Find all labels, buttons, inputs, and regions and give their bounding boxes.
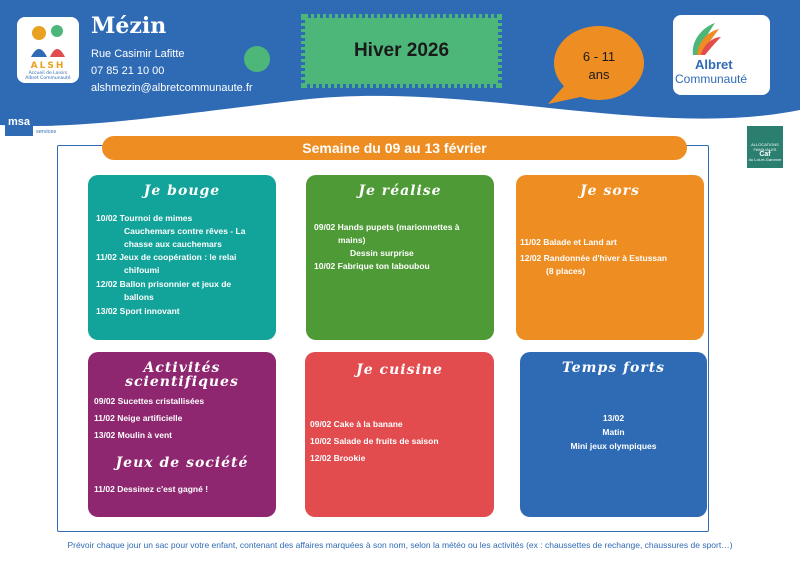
card-title-line2: scientifiques bbox=[125, 374, 239, 390]
msa-line: famille bbox=[36, 115, 52, 121]
card-title bbox=[88, 361, 276, 389]
footer-note: Prévoir chaque jour un sac pour votre enfant, contenant des affaires marquées à son nom, selon la météo ou les activités (ex : chaussettes de rechange, chaussures de sport…) bbox=[67, 540, 733, 550]
item-text: Cake à la banane bbox=[333, 419, 403, 429]
item-text: Ballon prisonnier et jeux de bbox=[119, 279, 232, 289]
list-item bbox=[96, 305, 180, 317]
card-title: Je cuisine bbox=[356, 362, 443, 378]
children-illustration-icon bbox=[17, 17, 79, 61]
item-text: Jeux de coopération : le relai bbox=[119, 252, 237, 262]
item-date: 12/02 bbox=[520, 253, 542, 263]
age-range-unit: ans bbox=[588, 67, 610, 82]
card-title: Je réalise bbox=[358, 183, 442, 199]
phone: 07 85 21 10 00 bbox=[91, 65, 165, 77]
card-je-cuisine bbox=[305, 352, 494, 517]
list-item bbox=[94, 412, 182, 424]
item-text: Tournoi de mimes bbox=[119, 213, 193, 223]
highlight-line1: Matin bbox=[602, 427, 625, 437]
item-text: Randonnée d'hiver à Estussan bbox=[543, 253, 668, 263]
item-date: 10/02 bbox=[96, 213, 118, 223]
albret-leaf-icon bbox=[673, 15, 770, 60]
card-title: Je bouge bbox=[143, 183, 221, 199]
list-item: (8 places) bbox=[546, 266, 586, 276]
msa-line: services bbox=[36, 129, 57, 135]
highlight-date: 13/02 bbox=[602, 413, 625, 423]
msa-logo-lines bbox=[36, 108, 56, 136]
address: Rue Casimir Lafitte bbox=[91, 48, 185, 60]
card-temps-forts bbox=[520, 352, 707, 517]
list-item: Dessin surprise bbox=[350, 248, 414, 258]
card-je-sors bbox=[516, 175, 704, 340]
alsh-logo-sub2: Albret Communauté bbox=[25, 76, 71, 81]
card-title-line1: Activités bbox=[143, 360, 221, 376]
list-item bbox=[310, 452, 365, 464]
list-item bbox=[94, 395, 204, 407]
highlight-line2: Mini jeux olympiques bbox=[570, 441, 657, 451]
list-item: chifoumi bbox=[124, 265, 160, 275]
list-item bbox=[94, 483, 208, 495]
list-item bbox=[94, 429, 172, 441]
item-date: 13/02 bbox=[94, 430, 116, 440]
item-text: Neige artificielle bbox=[117, 413, 183, 423]
item-text: Dessinez c'est gagné ! bbox=[117, 484, 209, 494]
item-date: 12/02 bbox=[96, 279, 118, 289]
msa-logo bbox=[5, 108, 77, 138]
age-range bbox=[556, 48, 642, 84]
list-item bbox=[310, 435, 439, 447]
item-date: 11/02 bbox=[94, 413, 115, 423]
item-date: 09/02 bbox=[94, 396, 116, 406]
age-range-value: 6 - 11 bbox=[582, 49, 616, 64]
msa-line: santé bbox=[36, 108, 50, 114]
week-banner: Semaine du 09 au 13 février bbox=[102, 136, 687, 160]
list-item: mains) bbox=[338, 235, 366, 245]
item-date: 09/02 bbox=[314, 222, 336, 232]
item-date: 11/02 bbox=[96, 252, 117, 262]
item-text: Brookie bbox=[333, 453, 366, 463]
item-date: 11/02 bbox=[520, 237, 541, 247]
card-title: Je sors bbox=[580, 183, 640, 199]
albret-communaute-logo bbox=[673, 15, 770, 95]
item-text: Fabrique ton laboubou bbox=[337, 261, 430, 271]
item-date: 10/02 bbox=[314, 261, 336, 271]
list-item: chasse aux cauchemars bbox=[124, 239, 222, 249]
list-item bbox=[520, 252, 667, 264]
item-text: Salade de fruits de saison bbox=[333, 436, 439, 446]
page-title: Mézin bbox=[91, 13, 167, 39]
list-item bbox=[96, 278, 231, 290]
caf-logo-big: Caf bbox=[759, 151, 771, 158]
item-date: 10/02 bbox=[310, 436, 332, 446]
item-date: 09/02 bbox=[310, 419, 332, 429]
list-item bbox=[96, 251, 236, 263]
list-item: Cauchemars contre rêves - La bbox=[124, 226, 246, 236]
card-je-bouge bbox=[88, 175, 276, 340]
season-title: Hiver 2026 bbox=[353, 40, 450, 61]
card-subtitle: Jeux de société bbox=[115, 455, 249, 471]
item-text: Balade et Land art bbox=[543, 237, 617, 247]
list-item bbox=[314, 260, 430, 272]
list-item bbox=[520, 236, 617, 248]
item-text: Moulin à vent bbox=[117, 430, 172, 440]
item-date: 12/02 bbox=[310, 453, 332, 463]
green-dot bbox=[244, 46, 270, 72]
alsh-logo bbox=[17, 17, 79, 83]
caf-logo-sub: du Lot-et-Garonne bbox=[748, 157, 782, 162]
item-date: 11/02 bbox=[94, 484, 115, 494]
list-item bbox=[310, 418, 403, 430]
caf-logo bbox=[747, 126, 783, 168]
item-text: Sport innovant bbox=[119, 306, 180, 316]
card-activites-scientifiques bbox=[88, 352, 276, 517]
alsh-logo-sub1: Accueil de Loisirs bbox=[28, 71, 68, 76]
item-text: Hands pupets (marionnettes à bbox=[337, 222, 460, 232]
msa-line: retraite bbox=[36, 122, 54, 128]
msa-logo-letters: msa bbox=[5, 108, 33, 136]
card-title: Temps forts bbox=[561, 360, 666, 376]
item-date: 13/02 bbox=[96, 306, 118, 316]
albret-logo-line2: Communauté bbox=[675, 72, 748, 86]
alsh-logo-subtitle bbox=[17, 71, 79, 81]
item-text: Sucettes cristallisées bbox=[117, 396, 205, 406]
caf-logo-text: ALLOCATIONS FAMILIALES bbox=[751, 142, 779, 152]
card-je-realise bbox=[306, 175, 494, 340]
alsh-logo-word: ALSH bbox=[30, 61, 66, 71]
email: alshmezin@albretcommunaute.fr bbox=[91, 82, 253, 94]
list-item bbox=[314, 221, 460, 233]
albret-logo-line1: Albret bbox=[695, 57, 733, 72]
list-item bbox=[96, 212, 192, 224]
list-item: ballons bbox=[124, 292, 154, 302]
